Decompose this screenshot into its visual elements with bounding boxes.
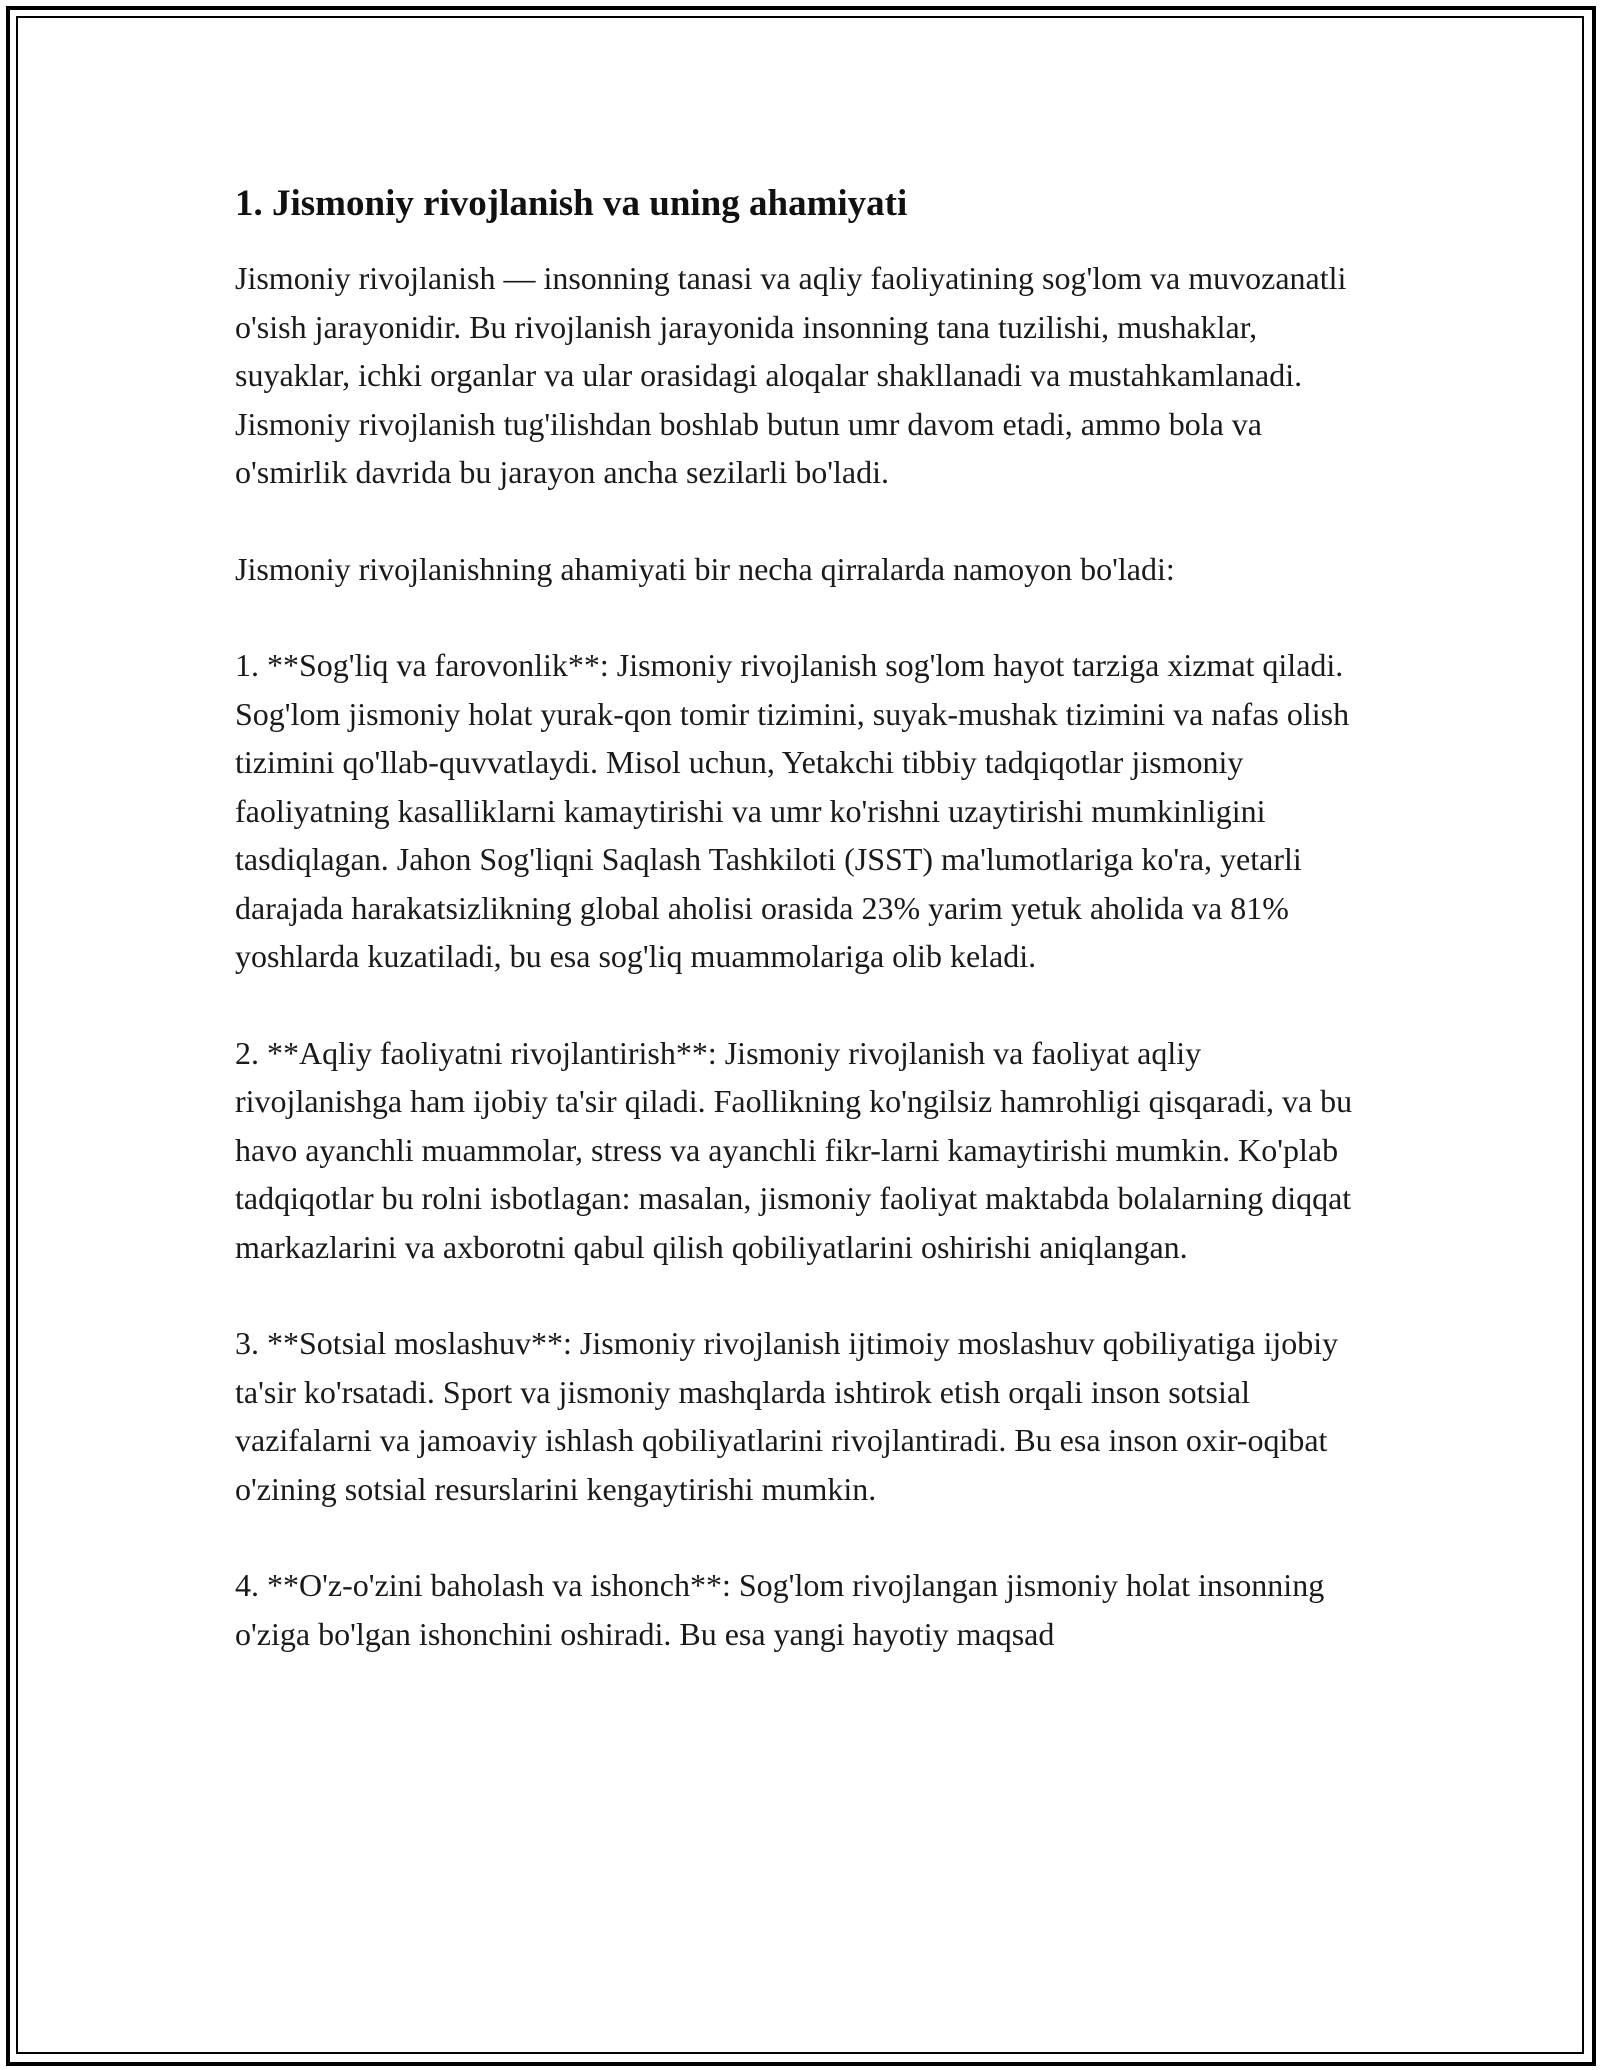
paragraph-self-esteem: 4. **O'z-o'zini baholash va ishonch**: Sog'lom rivojlangan jismoniy holat insonning o'ziga bo'lgan ishonchini oshiradi. Bu esa yangi hayotiy maqsad [235, 1567, 1325, 1652]
paragraph-mental: 2. **Aqliy faoliyatni rivojlantirish**: Jismoniy rivojlanish va faoliyat aqliy rivojlanishga ham ijobiy ta'sir qiladi. Faollikning ko'ngilsiz hamrohligi qisqaradi, va bu havo ayanchli muammolar, stress va ayanchli fikr-larni kamaytirishi mumkin. Ko'plab tadqiqotlar bu rolni isbotlagan: masalan, jismoniy faoliyat maktabda bolalarning diqqat markazlarini va axborotni qabul qilish qobiliyatlarini oshirishi aniqlangan. [235, 1034, 1353, 1265]
paragraph-importance-intro: Jismoniy rivojlanishning ahamiyati bir necha qirralarda namoyon bo'ladi: [235, 550, 1175, 587]
paragraph-definition: Jismoniy rivojlanish — insonning tanasi va aqliy faoliyatining sog'lom va muvozanatli o'sish jarayonidir. Bu rivojlanish jarayonida insonning tana tuzilishi, mushaklar, suyaklar, ichki organlar va ular orasidagi aloqalar shakllanadi va mustahkamlanadi. Jismoniy rivojlanish tug'ilishdan boshlab butun umr davom etadi, ammo bola va o'smirlik davrida bu jarayon ancha sezilarli bo'ladi. [235, 260, 1347, 491]
section-heading: 1. Jismoniy rivojlanish va uning ahamiyati [235, 183, 908, 224]
paragraph-social: 3. **Sotsial moslashuv**: Jismoniy rivojlanish ijtimoiy moslashuv qobiliyatiga ijobiy ta'sir ko'rsatadi. Sport va jismoniy mashqlarda ishtirok etish orqali inson sotsial vazifalarni va jamoaviy ishlash qobiliyatlarini rivojlantiradi. Bu esa inson oxir-oqibat o'zining sotsial resurslarini kengaytirishi mumkin. [235, 1325, 1339, 1507]
document-body [235, 180, 1365, 1706]
paragraph-health: 1. **Sog'liq va farovonlik**: Jismoniy rivojlanish sog'lom hayot tarziga xizmat qiladi. Sog'lom jismoniy holat yurak-qon tomir tizimini, suyak-mushak tizimini va nafas olish tizimini qo'llab-quvvatlaydi. Misol uchun, Yetakchi tibbiy tadqiqotlar jismoniy faoliyatning kasalliklarni kamaytirishi va umr ko'rishni uzaytirishi mumkinligini tasdiqlagan. Jahon Sog'liqni Saqlash Tashkiloti (JSST) ma'lumotlariga ko'ra, yetarli darajada harakatsizlikning global aholisi orasida 23% yarim yetuk aholida va 81% yoshlarda kuzatiladi, bu esa sog'liq muammolariga olib keladi. [235, 647, 1350, 975]
